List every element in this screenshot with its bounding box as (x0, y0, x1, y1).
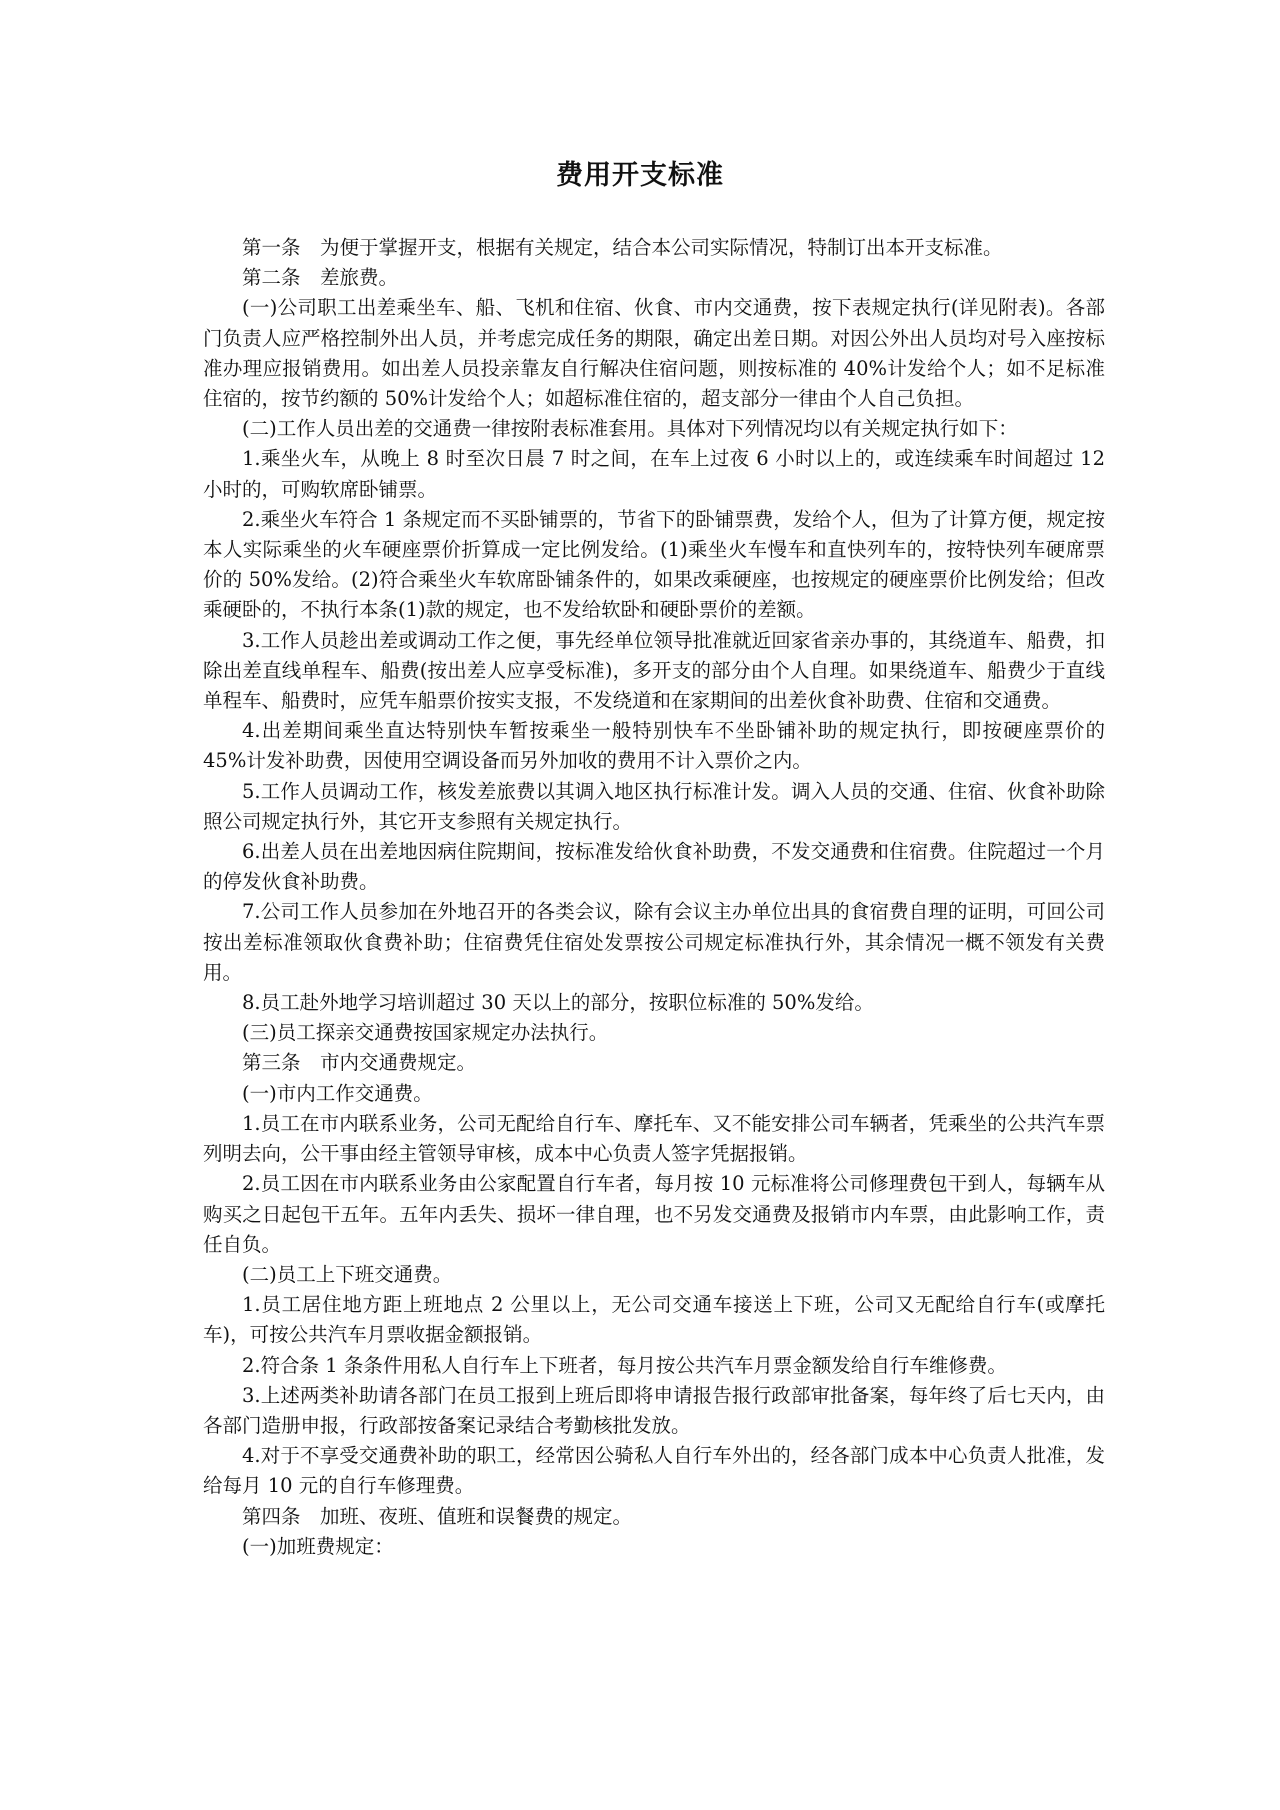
paragraph: 第四条 加班、夜班、值班和误餐费的规定。 (242, 1504, 633, 1528)
paragraph: (二)工作人员出差的交通费一律按附表标准套用。具体对下列情况均以有关规定执行如下： (242, 417, 1018, 441)
paragraph: 第一条 为便于掌握开支，根据有关规定，结合本公司实际情况，特制订出本开支标准。 (242, 236, 1003, 259)
paragraph: 4.对于不享受交通费补助的职工，经常因公骑私人自行车外出的，经各部门成本中心负责人批准，发给每月 10 元的自行车修理费。 (203, 1444, 1105, 1498)
paragraph: 6.出差人员在出差地因病住院期间，按标准发给伙食补助费，不发交通费和住宿费。住院超过一个月的停发伙食补助费。 (203, 840, 1105, 894)
paragraph: 4.出差期间乘坐直达特别快车暂按乘坐一般特别快车不坐卧铺补助的规定执行，即按硬座票价的 45%计发补助费，因使用空调设备而另外加收的费用不计入票价之内。 (203, 719, 1105, 773)
paragraph: 1.员工居住地方距上班地点 2 公里以上，无公司交通车接送上下班，公司又无配给自行车(或摩托车)，可按公共汽车月票收据金额报销。 (203, 1293, 1105, 1347)
paragraph: (一)加班费规定： (242, 1534, 394, 1558)
paragraph: (一)公司职工出差乘坐车、船、飞机和住宿、伙食、市内交通费，按下表规定执行(详见附表)。各部门负责人应严格控制外出人员，并考虑完成任务的期限，确定出差日期。对因公外出人员均对号入座按标准办理应报销费用。如出差人员投亲靠友自行解决住宿问题，则按标准的 40%计发给个人；如不足标准住宿的，按节约额的 50%计发给个人；如超标准住宿的，超支部分一律由个人自己负担。 (203, 296, 1105, 411)
paragraph: (二)员工上下班交通费。 (242, 1262, 453, 1286)
paragraph: 1.员工在市内联系业务，公司无配给自行车、摩托车、又不能安排公司车辆者，凭乘坐的公共汽车票列明去向，公干事由经主管领导审核，成本中心负责人签字凭据报销。 (203, 1111, 1105, 1166)
paragraph: 第二条 差旅费。 (242, 266, 399, 290)
document-title: 费用开支标准 (556, 160, 724, 191)
paragraph: 第三条 市内交通费规定。 (242, 1051, 477, 1075)
paragraph: (一)市内工作交通费。 (242, 1081, 433, 1105)
paragraph: 2.乘坐火车符合 1 条规定而不买卧铺票的，节省下的卧铺票费，发给个人，但为了计算方便，规定按本人实际乘坐的火车硬座票价折算成一定比例发给。(1)乘坐火车慢车和直快列车的，按特快列车硬席票价的 50%发给。(2)符合乘坐火车软席卧铺条件的，如果改乘硬座，也按规定的硬座票价比例发给；但改乘硬卧的，不执行本条(1)款的规定，也不发给软卧和硬卧票价的差额。 (203, 507, 1105, 622)
paragraph: 7.公司工作人员参加在外地召开的各类会议，除有会议主办单位出具的食宿费自理的证明，可回公司按出差标准领取伙食费补助；住宿费凭住宿处发票按公司规定标准执行外，其余情况一概不领发有关费用。 (203, 900, 1105, 984)
paragraph: 2.符合条 1 条条件用私人自行车上下班者，每月按公共汽车月票金额发给自行车维修费。 (242, 1353, 1007, 1377)
paragraph: 5.工作人员调动工作，核发差旅费以其调入地区执行标准计发。调入人员的交通、住宿、伙食补助除照公司规定执行外，其它开支参照有关规定执行。 (203, 779, 1105, 833)
paragraph: (三)员工探亲交通费按国家规定办法执行。 (242, 1021, 609, 1045)
paragraph: 3.上述两类补助请各部门在员工报到上班后即将申请报告报行政部审批备案，每年终了后七天内，由各部门造册申报，行政部按备案记录结合考勤核批发放。 (203, 1383, 1105, 1437)
paragraph: 1.乘坐火车，从晚上 8 时至次日晨 7 时之间，在车上过夜 6 小时以上的，或连续乘车时间超过 12 小时的，可购软席卧铺票。 (203, 447, 1105, 501)
paragraph: 3.工作人员趁出差或调动工作之便，事先经单位领导批准就近回家省亲办事的，其绕道车、船费，扣除出差直线单程车、船费(按出差人应享受标准)，多开支的部分由个人自理。如果绕道车、船费少于直线单程车、船费时，应凭车船票价按实支报，不发绕道和在家期间的出差伙食补助费、住宿和交通费。 (203, 628, 1105, 713)
paragraph: 2.员工因在市内联系业务由公家配置自行车者，每月按 10 元标准将公司修理费包干到人，每辆车从购买之日起包干五年。五年内丢失、损坏一律自理，也不另发交通费及报销市内车票，由此影响工作，责任自负。 (203, 1172, 1105, 1256)
paragraph: 8.员工赴外地学习培训超过 30 天以上的部分，按职位标准的 50%发给。 (242, 991, 874, 1015)
document-body (203, 233, 1105, 1562)
